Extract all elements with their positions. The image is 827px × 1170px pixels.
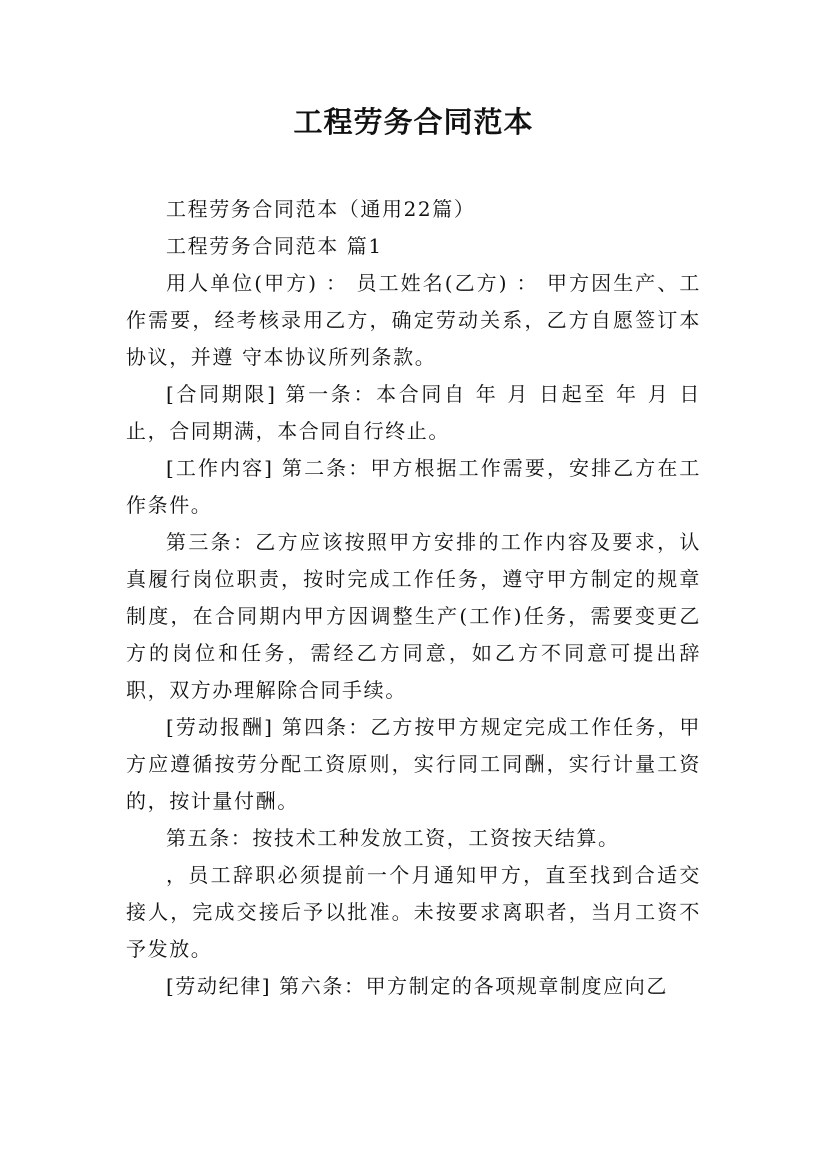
paragraph-resignation: ，员工辞职必须提前一个月通知甲方，直至找到合适交接人，完成交接后予以批准。未按要求离职者，当月工资不予发放。 <box>126 863 701 961</box>
paragraph-article-3: 第三条：乙方应该按照甲方安排的工作内容及要求，认真履行岗位职责，按时完成工作任务，遵守甲方制定的规章制度，在合同期内甲方因调整生产(工作)任务，需要变更乙方的岗位和任务，需经乙方同意，如乙方不同意可提出辞职，双方办理解除合同手续。 <box>126 530 701 702</box>
paragraph-work-content: [工作内容] 第二条：甲方根据工作需要，安排乙方在工作条件。 <box>126 456 701 517</box>
paragraph-parties: 用人单位(甲方) ： 员工姓名(乙方) ： 甲方因生产、工作需要，经考核录用乙方，确定劳动关系，乙方自愿签订本协议，并遵 守本协议所列条款。 <box>126 271 701 369</box>
paragraph-subtitle: 工程劳务合同范本（通用22篇） <box>166 197 476 221</box>
document-title: 工程劳务合同范本 <box>293 105 534 139</box>
paragraph-labor-discipline: [劳动纪律] 第六条：甲方制定的各项规章制度应向乙 <box>166 974 668 998</box>
paragraph-article-5: 第五条：按技术工种发放工资，工资按天结算。 <box>166 826 620 850</box>
paragraph-section-heading: 工程劳务合同范本 篇1 <box>166 234 383 258</box>
document-body <box>126 191 701 1005</box>
paragraph-remuneration: [劳动报酬] 第四条：乙方按甲方规定完成工作任务，甲方应遵循按劳分配工资原则，实行同工同酬，实行计量工资的，按计量付酬。 <box>126 715 701 813</box>
paragraph-contract-term: [合同期限] 第一条：本合同自 年 月 日起至 年 月 日止，合同期满，本合同自行终止。 <box>126 382 701 443</box>
